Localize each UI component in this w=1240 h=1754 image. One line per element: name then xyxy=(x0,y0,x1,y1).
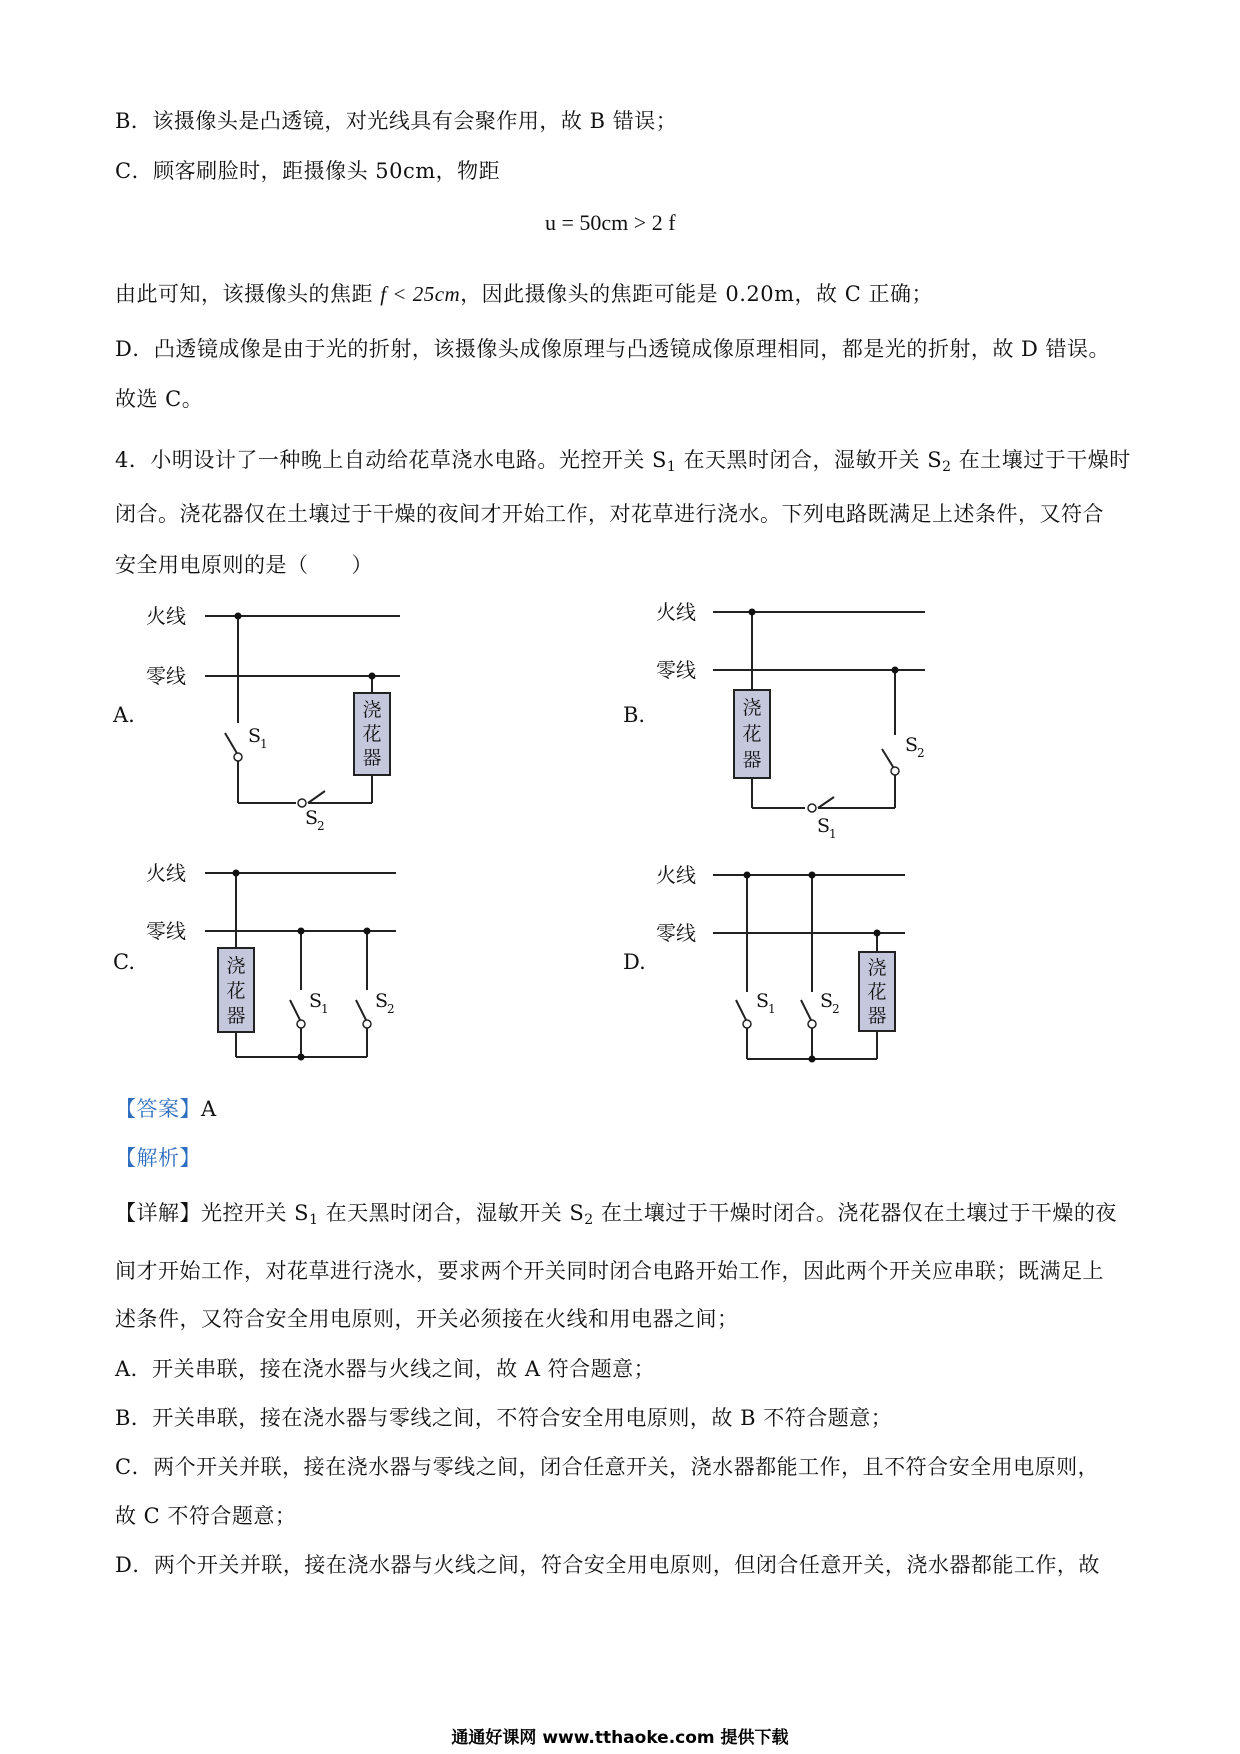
svg-text:S: S xyxy=(305,807,319,829)
detail-option-c-2: 故 C 不符合题意； xyxy=(115,1504,297,1528)
answer-line: 【答案】A xyxy=(115,1097,217,1121)
analysis-label: 【解析】 xyxy=(115,1146,201,1170)
formula-object-distance: u = 50cm > 2 f xyxy=(545,210,676,235)
option-label-d: D. xyxy=(623,950,646,974)
switch-s1-b-blade xyxy=(818,797,834,808)
svg-text:器: 器 xyxy=(362,747,382,769)
question-line-2: 闭合。浇花器仅在土壤过于干燥的夜间才开始工作，对花草进行浇水。下列电路既满足上述条件，又符合 xyxy=(115,502,1104,526)
question-line-1: 4．小明设计了一种晚上自动给花草浇水电路。光控开关 S1 在天黑时闭合，湿敏开关 S2 在土壤过于干燥时 xyxy=(115,448,1131,475)
svg-text:花: 花 xyxy=(742,723,762,745)
svg-text:火线: 火线 xyxy=(146,861,186,885)
svg-text:零线: 零线 xyxy=(146,664,186,688)
switch-s2-a-blade xyxy=(308,791,325,803)
detail-line-1: 【详解】光控开关 S1 在天黑时闭合，湿敏开关 S2 在土壤过于干燥时闭合。浇花器仅在土壤过于干燥的夜 xyxy=(115,1201,1117,1228)
svg-text:2: 2 xyxy=(387,1002,395,1016)
svg-text:S: S xyxy=(375,990,389,1012)
svg-text:1: 1 xyxy=(768,1002,776,1016)
detail-line-3: 述条件，又符合安全用电原则，开关必须接在火线和用电器之间； xyxy=(115,1307,739,1331)
svg-text:浇: 浇 xyxy=(226,955,246,977)
choose-c: 故选 C。 xyxy=(115,387,204,411)
svg-text:S: S xyxy=(756,990,770,1012)
svg-text:花: 花 xyxy=(362,723,382,745)
svg-text:2: 2 xyxy=(832,1002,840,1016)
circuit-diagrams xyxy=(0,590,1240,1110)
svg-text:火线: 火线 xyxy=(146,604,186,628)
option-b-explanation: B．该摄像头是凸透镜，对光线具有会聚作用，故 B 错误； xyxy=(115,109,678,133)
svg-text:S: S xyxy=(820,990,834,1012)
svg-text:1: 1 xyxy=(321,1002,329,1016)
svg-text:S: S xyxy=(817,815,831,837)
svg-text:浇: 浇 xyxy=(362,699,382,721)
svg-text:器: 器 xyxy=(867,1005,887,1027)
detail-line-2: 间才开始工作，对花草进行浇水，要求两个开关同时闭合电路开始工作，因此两个开关应串联；既满足上 xyxy=(115,1259,1104,1283)
option-label-b: B. xyxy=(623,703,646,727)
svg-text:零线: 零线 xyxy=(656,921,696,945)
option-label-a: A. xyxy=(113,703,135,727)
svg-text:2: 2 xyxy=(317,819,325,833)
option-d-explanation: D．凸透镜成像是由于光的折射，该摄像头成像原理与凸透镜成像原理相同，都是光的折射，故 D 错误。 xyxy=(115,337,1111,361)
switch-s1-a-blade xyxy=(225,733,238,755)
svg-text:S: S xyxy=(309,990,323,1012)
svg-text:零线: 零线 xyxy=(656,658,696,682)
svg-text:火线: 火线 xyxy=(656,863,696,887)
svg-text:器: 器 xyxy=(226,1005,246,1027)
svg-text:花: 花 xyxy=(226,980,246,1002)
switch-s2-d-blade xyxy=(801,1000,812,1022)
option-label-c: C. xyxy=(113,950,135,974)
detail-option-c-1: C．两个开关并联，接在浇水器与零线之间，闭合任意开关，浇水器都能工作，且不符合安全用电原则， xyxy=(115,1455,1100,1479)
svg-text:器: 器 xyxy=(742,749,762,771)
svg-text:S: S xyxy=(905,734,919,756)
svg-text:浇: 浇 xyxy=(867,957,887,979)
svg-text:零线: 零线 xyxy=(146,919,186,943)
option-c-conclusion: 由此可知，该摄像头的焦距 f < 25cm，因此摄像头的焦距可能是 0.20m，故 C 正确； xyxy=(115,282,933,306)
svg-text:火线: 火线 xyxy=(656,600,696,624)
footer-source: 通通好课网 www.tthaoke.com 提供下载 xyxy=(451,1728,789,1748)
svg-text:花: 花 xyxy=(867,981,887,1003)
detail-option-d: D．两个开关并联，接在浇水器与火线之间，符合安全用电原则，但闭合任意开关，浇水器都能工作，故 xyxy=(115,1553,1100,1577)
detail-option-b: B．开关串联，接在浇水器与零线之间，不符合安全用电原则，故 B 不符合题意； xyxy=(115,1406,893,1430)
detail-option-a: A．开关串联，接在浇水器与火线之间，故 A 符合题意； xyxy=(115,1357,656,1381)
switch-s2-c-blade xyxy=(356,1000,367,1022)
svg-text:2: 2 xyxy=(917,746,925,760)
switch-s1-d-blade xyxy=(736,1000,747,1022)
svg-text:1: 1 xyxy=(260,737,268,751)
switch-s1-c-blade xyxy=(290,1000,301,1022)
question-line-3: 安全用电原则的是（ ） xyxy=(115,553,373,577)
option-c-explanation: C．顾客刷脸时，距摄像头 50cm，物距 xyxy=(115,159,501,183)
svg-text:1: 1 xyxy=(829,827,837,841)
svg-text:浇: 浇 xyxy=(742,697,762,719)
svg-text:S: S xyxy=(248,725,262,747)
